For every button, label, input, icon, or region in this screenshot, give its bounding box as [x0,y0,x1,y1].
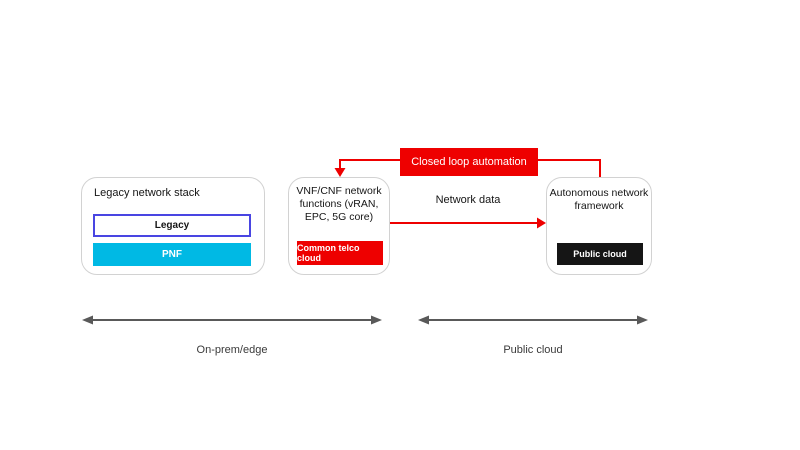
vnf-cnf-box [288,177,390,275]
network-data-label: Network data [435,194,501,206]
public-cloud-badge: Public cloud [557,243,643,265]
legacy-layer: Legacy [93,214,251,237]
autonomous-framework-title: Autonomous network framework [549,187,649,212]
on-prem-edge-zone-label: On-prem/edge [196,344,268,356]
closed-loop-automation-label: Closed loop automation [400,148,538,176]
autonomous-framework-box [546,177,652,275]
vnf-cnf-title: VNF/CNF network functions (vRAN, EPC, 5G core) [296,185,382,223]
common-telco-cloud-badge: Common telco cloud [297,241,383,265]
legacy-network-stack-box [81,177,265,275]
legacy-network-stack-title: Legacy network stack [94,187,200,199]
on-prem-range-arrow [82,316,382,325]
network-data-arrow [390,218,546,229]
public-cloud-zone-label: Public cloud [503,344,563,356]
pnf-layer: PNF [93,243,251,266]
public-cloud-range-arrow [418,316,648,325]
